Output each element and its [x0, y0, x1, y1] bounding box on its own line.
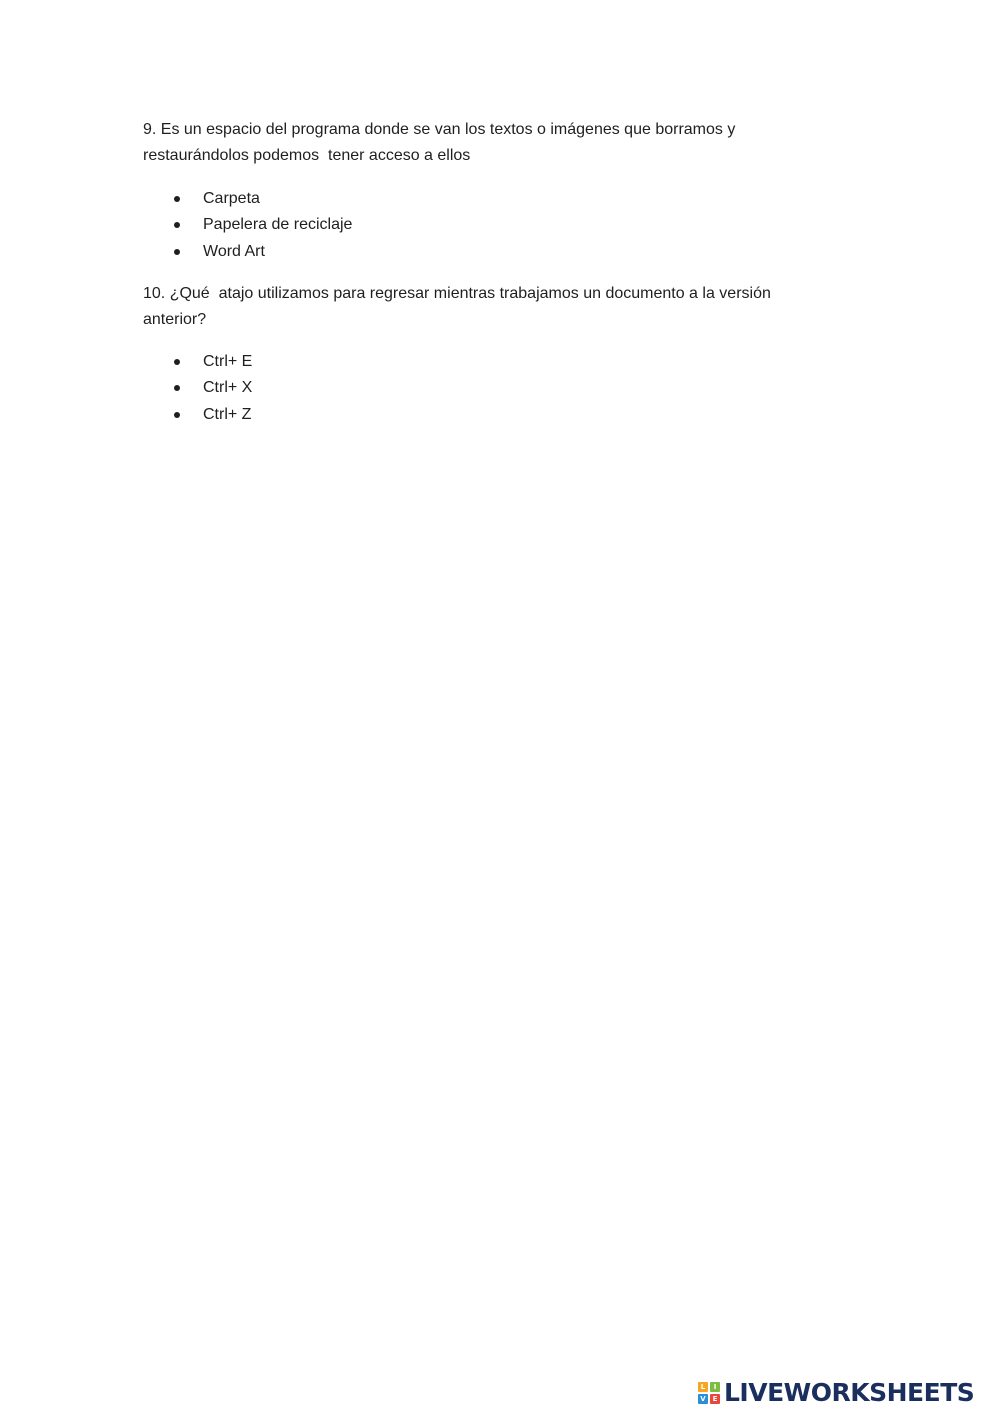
logo-letter-e: E [710, 1394, 720, 1404]
option-label: Word Art [203, 242, 265, 260]
option-label: Ctrl+ Z [203, 405, 252, 423]
option-item[interactable] [170, 402, 252, 428]
option-label: Papelera de reciclaje [203, 216, 353, 234]
option-item[interactable] [170, 212, 352, 238]
bullet-icon [174, 196, 180, 202]
option-label: Carpeta [203, 190, 260, 208]
logo-letter-l: L [698, 1382, 708, 1392]
option-label: Ctrl+ X [203, 379, 253, 397]
option-item[interactable] [170, 239, 352, 265]
logo-grid-icon [698, 1382, 720, 1404]
liveworksheets-logo [698, 1378, 974, 1408]
bullet-icon [174, 249, 180, 255]
option-item[interactable] [170, 349, 252, 375]
option-item[interactable] [170, 375, 252, 401]
option-label: Ctrl+ E [203, 353, 253, 371]
question-10-options [170, 349, 252, 428]
option-item[interactable] [170, 186, 352, 212]
question-9-text: 9. Es un espacio del programa donde se van los textos o imágenes que borramos y restaurándolos podemos tener acceso a ellos [143, 121, 740, 164]
bullet-icon [174, 359, 180, 365]
bullet-icon [174, 412, 180, 418]
question-9-options [170, 186, 352, 265]
bullet-icon [174, 385, 180, 391]
brand-name: LIVEWORKSHEETS [724, 1378, 975, 1407]
bullet-icon [174, 222, 180, 228]
logo-letter-i: I [710, 1382, 720, 1392]
question-10-text: 10. ¿Qué atajo utilizamos para regresar mientras trabajamos un documento a la versión anterior? [143, 285, 776, 328]
logo-letter-v: V [698, 1394, 708, 1404]
